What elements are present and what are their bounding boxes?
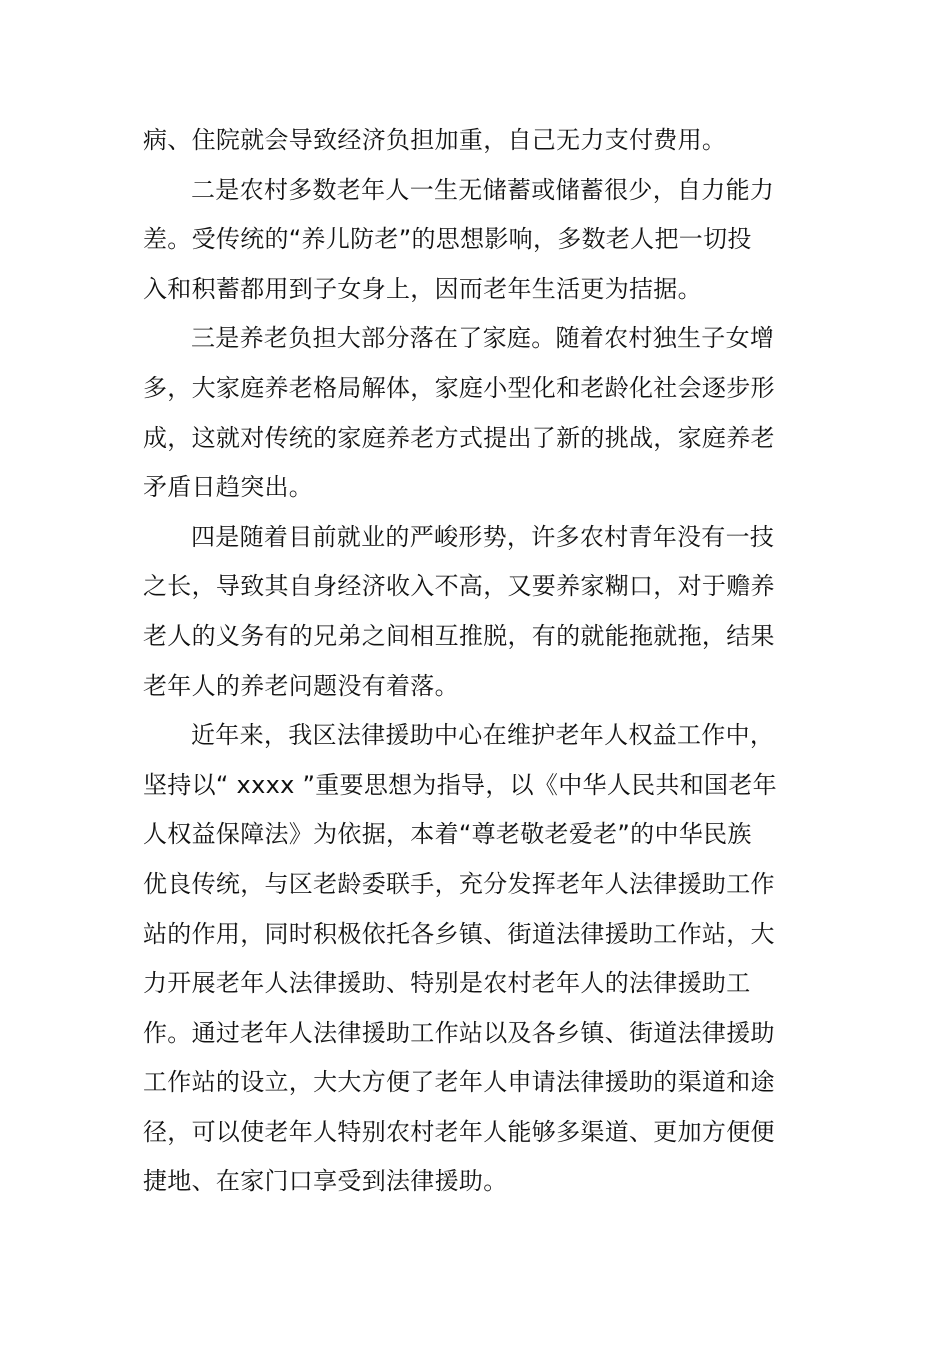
body-text — [143, 116, 777, 1207]
text-line: 差。受传统的“养儿防老”的思想影响，多数老人把一切投 — [143, 225, 752, 254]
text-line: 作。通过老年人法律援助工作站以及各乡镇、街道法律援助 — [143, 1018, 775, 1047]
text-line: 力开展老年人法律援助、特别是农村老年人的法律援助工 — [143, 969, 751, 998]
text-line: 成，这就对传统的家庭养老方式提出了新的挑战，家庭养老 — [143, 423, 775, 452]
text-line: 病、住院就会导致经济负担加重，自己无力支付费用。 — [143, 126, 727, 154]
text-line: 站的作用，同时积极依托各乡镇、街道法律援助工作站，大 — [143, 919, 775, 948]
paragraph-start-line: 近年来，我区法律援助中心在维护老年人权益工作中， — [191, 721, 775, 750]
text-line: 老年人的养老问题没有着落。 — [143, 671, 459, 700]
text-line: 人权益保障法》为依据，本着“尊老敬老爱老”的中华民族 — [143, 820, 752, 849]
text-line: 之长，导致其自身经济收入不高，又要养家糊口，对于赡养 — [143, 572, 775, 601]
text-line: 优良传统，与区老龄委联手，充分发挥老年人法律援助工作 — [143, 869, 775, 898]
paragraph-start-line: 三是养老负担大部分落在了家庭。随着农村独生子女增 — [191, 324, 775, 353]
text-line: 工作站的设立，大大方便了老年人申请法律援助的渠道和途 — [143, 1068, 775, 1097]
text-line: 矛盾日趋突出。 — [143, 473, 314, 502]
text-line: 多，大家庭养老格局解体，家庭小型化和老龄化社会逐步形 — [143, 373, 775, 402]
paragraph-start-line: 二是农村多数老年人一生无储蓄或储蓄很少，自力能力 — [191, 175, 775, 204]
text-line: 径，可以使老年人特别农村老年人能够多渠道、更加方便便 — [143, 1117, 775, 1146]
text-line: 坚持以“ xxxx ”重要思想为指导，以《中华人民共和国老年 — [143, 770, 777, 799]
text-line: 老人的义务有的兄弟之间相互推脱，有的就能拖就拖，结果 — [143, 621, 775, 650]
text-line: 捷地、在家门口享受到法律援助。 — [143, 1167, 508, 1196]
paragraph-start-line: 四是随着目前就业的严峻形势，许多农村青年没有一技 — [191, 522, 775, 551]
text-line: 入和积蓄都用到子女身上，因而老年生活更为拮据。 — [143, 274, 702, 303]
